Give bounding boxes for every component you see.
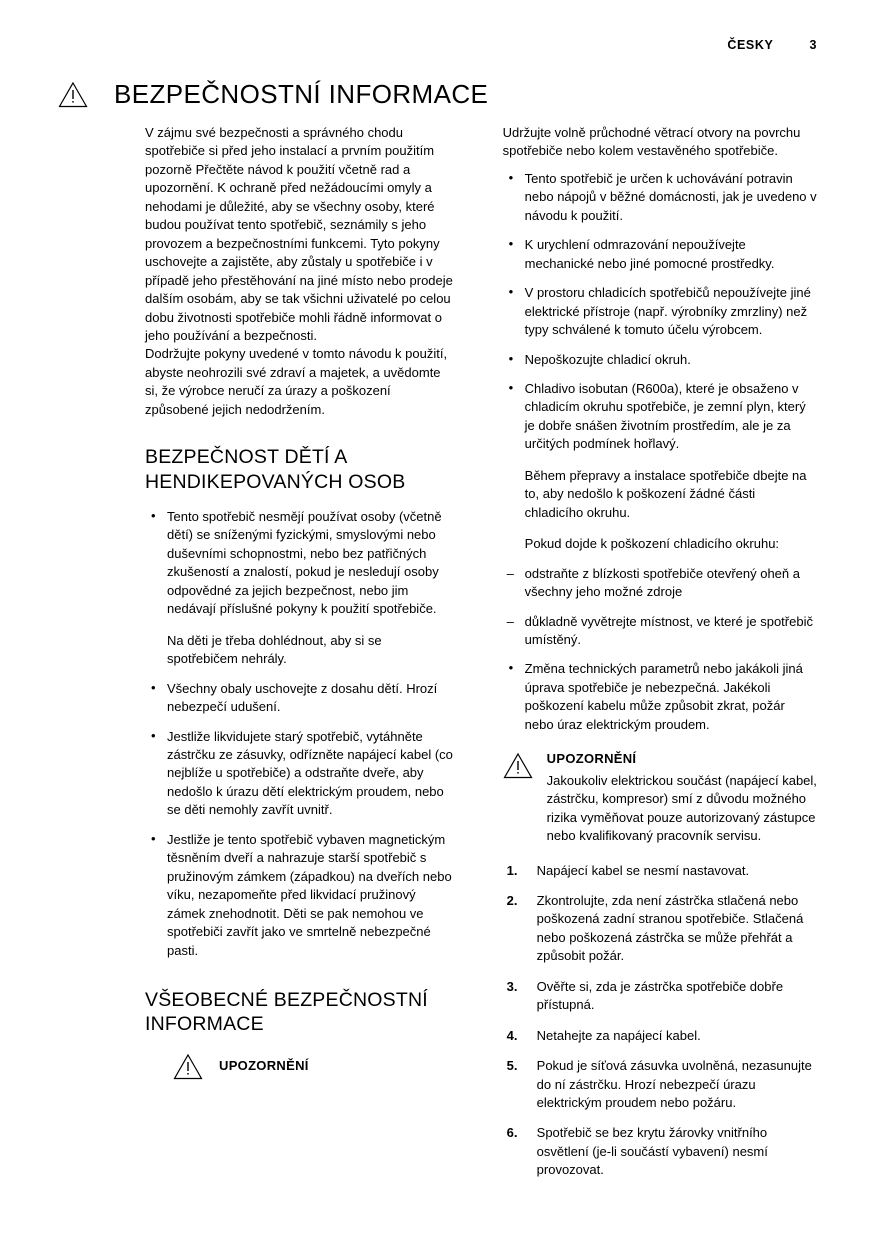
section-heading-children: BEZPEČNOST DĚTÍ A HENDIKEPOVANÝCH OSOB <box>145 446 406 493</box>
warning-body: Jakoukoliv elektrickou součást (napájecí kabel, zástrčku, kompresor) smí z důvodu možného rizika vyměňovat pouze autorizovaný zástupce nebo kvalifikovaný pracovník servisu. <box>546 772 817 844</box>
list-item: Netahejte za napájecí kabel. <box>536 1027 701 1043</box>
warning-triangle-icon <box>503 750 533 845</box>
numbered-safety-list <box>503 862 817 1180</box>
list-item: • Všechny obaly uschovejte z dosahu dětí. Hrozí nebezpečí udušení. <box>145 680 455 717</box>
list-item: • Jestliže je tento spotřebič vybaven magnetickým těsněním dveří a nahrazuje starší spotřebič s pružinovým zámkem (západkou) na dveřích nebo víku, nezapomeňte před likvidací pružinový zámek znehodnotit. Děti se pak nemohou ve spotřebiči zavřít jako ve smrtelně nebezpečné pasti. <box>145 831 455 960</box>
warning-label: UPOZORNĚNÍ <box>546 751 637 767</box>
list-item: Napájecí kabel se nesmí nastavovat. <box>536 862 750 878</box>
list-item-sub-paragraph: Během přepravy a instalace spotřebiče dbejte na to, aby nedošlo k poškození žádné části chladicího okruhu. <box>524 467 807 520</box>
list-item: • K urychlení odmrazování nepoužívejte mechanické nebo jiné pomocné prostředky. <box>503 236 817 273</box>
right-column <box>503 124 817 1192</box>
list-item: • Chladivo isobutan (R600a), které je obsaženo v chladicím okruhu spotřebiče, je zemní plyn, který je dobře snášen životním prostředím, ale je za určitých podmínek hořlavý. <box>503 380 817 454</box>
intro-paragraph-2: Dodržujte pokyny uvedené v tomto návodu k použití, abyste neohrozili své zdraví a majetek, a uvědomte si, že výrobce neručí za úrazy a poškození způsobené jejich nedodržením. <box>145 346 448 417</box>
warning-label: UPOZORNĚNÍ <box>219 1058 309 1074</box>
list-item: Spotřebič se bez krytu žárovky vnitřního osvětlení (je-li součástí vybavení) nesmí provozovat. <box>536 1125 768 1178</box>
warning-triangle-icon <box>173 1051 203 1085</box>
list-item: • Tento spotřebič nesmějí používat osoby (včetně dětí) se sníženými fyzickými, smyslovými nebo duševními schopnostmi, nebo bez patřičných zkušeností a znalostí, pokud je nesledují osoby odpovědné za jejich bezpečnost, nebo jim nedávají příslušné pokyny k použití spotřebiče. <box>145 508 455 619</box>
list-item: – důkladně vyvětrejte místnost, ve které je spotřebič umístěný. <box>503 613 817 650</box>
list-item: Pokud je síťová zásuvka uvolněná, nezasunujte do ní zástrčku. Hrozí nebezpečí úrazu elektrickým proudem nebo požáru. <box>536 1058 812 1111</box>
modification-warning-list <box>503 660 817 734</box>
section-heading-general: VŠEOBECNÉ BEZPEČNOSTNÍ INFORMACE <box>145 988 428 1036</box>
list-item: – odstraňte z blízkosti spotřebiče otevřený oheň a všechny jeho možné zdroje <box>503 565 817 602</box>
content-columns <box>145 124 817 1192</box>
header-page-number: 3 <box>809 38 817 52</box>
list-item: Zkontrolujte, zda není zástrčka stlačená nebo poškozená zadní stranou spotřebiče. Stlačená nebo poškozená zástrčka se může přehřát a způsobit požár. <box>536 892 804 964</box>
list-item: • V prostoru chladicích spotřebičů nepoužívejte jiné elektrické přístroje (např. výrobníky zmrzliny) než typy schválené k tomuto účelu výrobcem. <box>503 284 817 339</box>
damage-actions-list <box>503 565 817 650</box>
list-item: Na děti je třeba dohlédnout, aby si se spotřebičem nehrály. <box>167 632 382 667</box>
electrical-warning-block <box>503 750 817 845</box>
list-item: • Tento spotřebič je určen k uchovávání potravin nebo nápojů v běžné domácnosti, jak je uvedeno v návodu k použití. <box>503 170 817 225</box>
page-title: BEZPEČNOSTNÍ INFORMACE <box>114 79 489 110</box>
general-safety-list <box>503 170 817 554</box>
left-column <box>145 124 455 1192</box>
lead-paragraph: Udržujte volně průchodné větrací otvory na povrchu spotřebiče nebo kolem vestavěného spotřebiče. <box>502 125 801 159</box>
header-language: ČESKY <box>727 38 774 52</box>
general-warning-block <box>173 1051 455 1085</box>
children-safety-list <box>145 508 455 960</box>
intro-paragraph-1: V zájmu své bezpečnosti a správného chodu spotřebiče si před jeho instalací a prvním použitím pozorně Přečtěte návod k použití včetně rad a upozornění. K ochraně před nežádoucími omyly a nehodami je důležité, aby se všechny osoby, které budou používat tento spotřebič, seznámily s jeho provozem a bezpečnostními funkcemi. Tyto pokyny uschovejte a zajistěte, aby zůstaly u spotřebiče i v případě jeho přestěhování na jiné místo nebo prodeje dalším osobám, aby se tak všichni uživatelé po celou dobu životnosti spotřebiče mohli řádně informovat o jeho používání a bezpečnosti. <box>145 125 453 343</box>
list-item-sub-paragraph: Pokud dojde k poškození chladicího okruhu: <box>524 536 780 552</box>
list-item: • Nepoškozujte chladicí okruh. <box>503 351 817 369</box>
list-item: • Jestliže likvidujete starý spotřebič, vytáhněte zástrčku ze zásuvky, odřízněte napájecí kabel (co nejblíže u spotřebiče) a odstraňte dveře, aby nedošlo k úrazu dětí elektrickým proudem, nebo se děti nemohly zavřít uvnitř. <box>145 728 455 820</box>
list-item: Ověřte si, zda je zástrčka spotřebiče dobře přístupná. <box>536 978 784 1013</box>
page-header <box>727 38 817 52</box>
warning-triangle-icon <box>58 81 88 108</box>
list-item: • Změna technických parametrů nebo jakákoli jiná úprava spotřebiče je nebezpečná. Jakékoli poškození kabelu může způsobit zkrat, požár nebo úraz elektrickým proudem. <box>503 660 817 734</box>
page-title-row <box>58 62 488 128</box>
